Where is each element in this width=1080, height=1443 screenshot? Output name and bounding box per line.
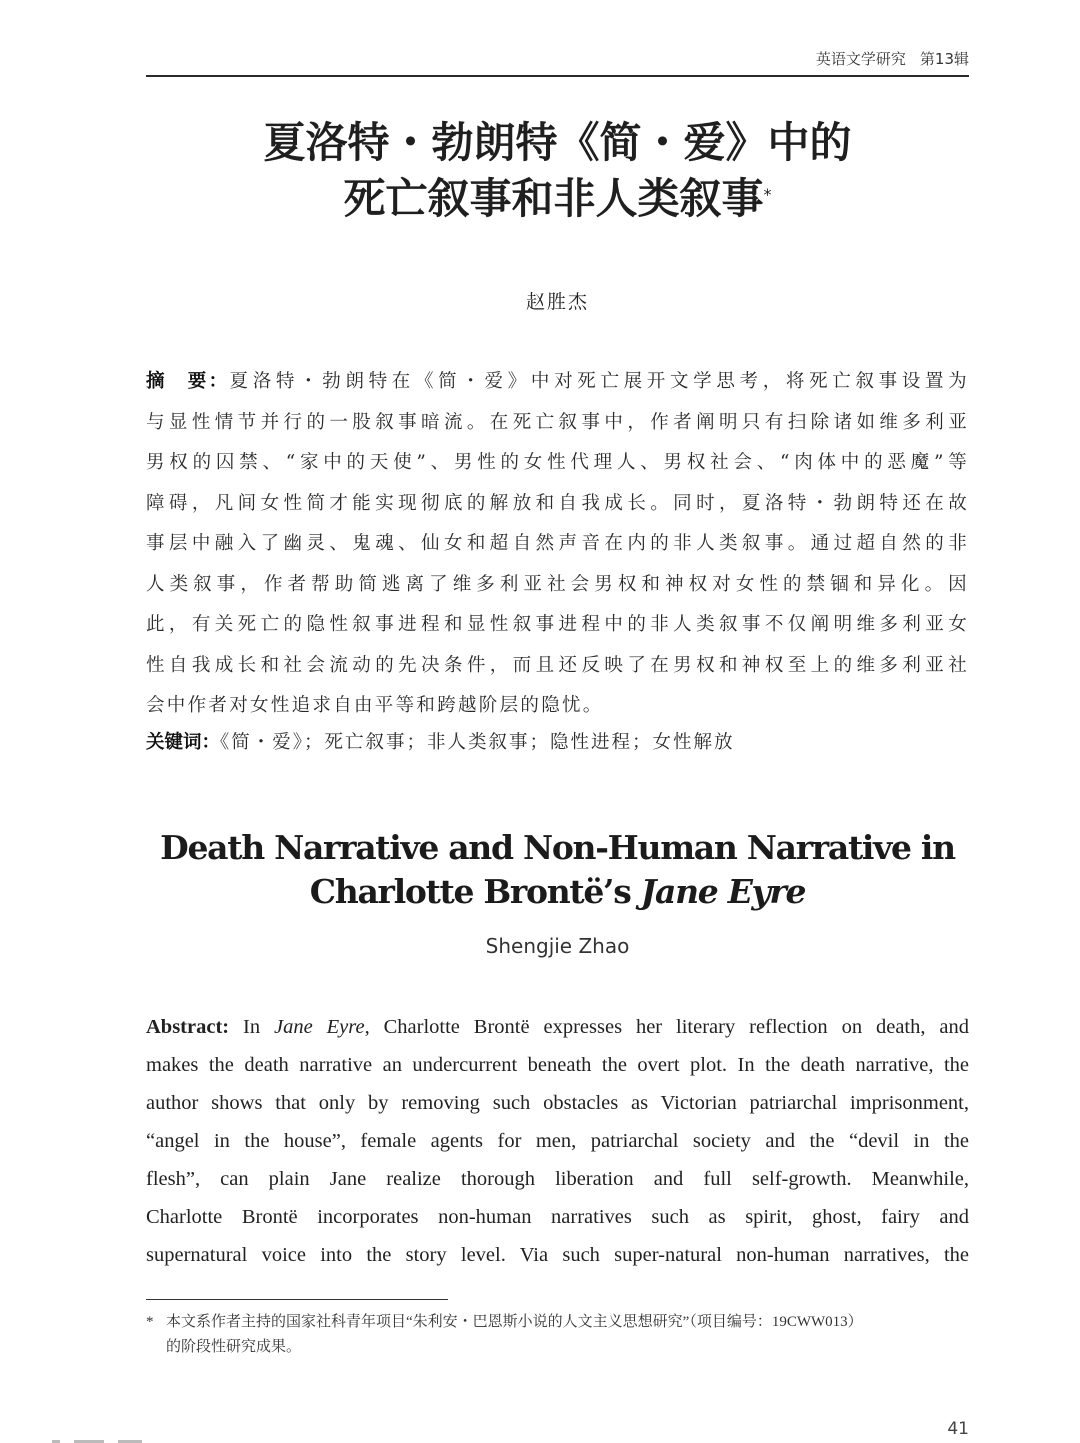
chinese-title bbox=[146, 115, 969, 227]
chinese-keywords-label: 关键词： bbox=[146, 732, 221, 753]
chinese-abstract-text: 夏洛特・勃朗特在《简・爱》中对死亡展开文学思考，将死亡叙事设置为 bbox=[229, 371, 969, 392]
chinese-keywords-text: 《简・爱》；死亡叙事；非人类叙事；隐性进程；女性解放 bbox=[220, 732, 735, 753]
english-abstract-line bbox=[146, 1008, 969, 1046]
english-abstract-label: Abstract: bbox=[146, 1016, 230, 1038]
chinese-abstract-line: 障碍，凡间女性简才能实现彻底的解放和自我成长。同时，夏洛特・勃朗特还在故 bbox=[146, 492, 969, 514]
footnote bbox=[146, 1310, 969, 1360]
chinese-abstract-line: 与显性情节并行的一股叙事暗流。在死亡叙事中，作者阐明只有扫除诸如维多利亚 bbox=[146, 411, 969, 433]
page-number: 41 bbox=[947, 1419, 969, 1439]
chinese-abstract-line: 会中作者对女性追求自由平等和跨越阶层的隐忧。 bbox=[146, 695, 604, 716]
chinese-abstract-line: 性自我成长和社会流动的先决条件，而且还反映了在男权和神权至上的维多利亚社 bbox=[146, 654, 969, 676]
english-title-line-2 bbox=[146, 870, 969, 914]
chinese-abstract-line: 男权的囚禁、“家中的天使”、男性的女性代理人、男权社会、“肉体中的恶魔”等 bbox=[146, 452, 969, 473]
issue-number: 第13辑 bbox=[919, 50, 969, 68]
chinese-abstract-line bbox=[146, 362, 969, 403]
english-title-line-2-text: Charlotte Brontë’s bbox=[309, 872, 641, 911]
english-abstract-line: flesh”, can plain Jane realize thorough liberation and full self-growth. Meanwhile, bbox=[146, 1168, 969, 1190]
english-abstract-line: Charlotte Brontë incorporates non-human narratives such as spirit, ghost, fairy and bbox=[146, 1206, 969, 1228]
english-abstract-line: author shows that only by removing such obstacles as Victorian patriarchal imprisonment, bbox=[146, 1092, 969, 1114]
english-author: Shengjie Zhao bbox=[485, 934, 630, 958]
footnote-line-2: 的阶段性研究成果。 bbox=[166, 1339, 302, 1355]
english-title-book: Jane Eyre bbox=[640, 872, 806, 911]
footnote-marker: * bbox=[763, 185, 772, 204]
english-abstract-text: In bbox=[229, 1016, 275, 1038]
chinese-title-line-2-text: 死亡叙事和非人类叙事 bbox=[343, 174, 764, 223]
english-abstract-line: “angel in the house”, female agents for men, patriarchal society and the “devil in the bbox=[146, 1130, 969, 1152]
english-abstract-line: makes the death narrative an undercurrent beneath the overt plot. In the death narrative, the bbox=[146, 1054, 969, 1076]
english-abstract-line: supernatural voice into the story level. Via such super-natural non-human narratives, the bbox=[146, 1244, 969, 1266]
chinese-title-line-1: 夏洛特・勃朗特《简・爱》中的 bbox=[263, 118, 852, 167]
english-title-line-1: Death Narrative and Non-Human Narrative in bbox=[160, 828, 955, 867]
footnote-line-1: 本文系作者主持的国家社科青年项目“朱利安・巴恩斯小说的人文主义思想研究”（项目编号：19CWW013） bbox=[166, 1314, 863, 1330]
chinese-abstract-label: 摘 要： bbox=[146, 371, 230, 392]
english-abstract-text: , Charlotte Brontë expresses her literary reflection on death, and bbox=[364, 1016, 969, 1038]
footnote-marker: * bbox=[146, 1314, 154, 1330]
running-header bbox=[146, 44, 969, 77]
english-abstract-book: Jane Eyre bbox=[274, 1016, 365, 1038]
english-title bbox=[146, 826, 969, 914]
journal-name: 英语文学研究 bbox=[815, 50, 906, 68]
chinese-abstract bbox=[146, 362, 969, 727]
english-abstract bbox=[146, 1008, 969, 1274]
chinese-author: 赵胜杰 bbox=[525, 291, 589, 313]
chinese-abstract-line: 人类叙事，作者帮助简逃离了维多利亚社会男权和神权对女性的禁锢和异化。因 bbox=[146, 573, 969, 595]
chinese-abstract-line: 事层中融入了幽灵、鬼魂、仙女和超自然声音在内的非人类叙事。通过超自然的非 bbox=[146, 533, 969, 554]
footnote-divider bbox=[146, 1299, 448, 1300]
chinese-keywords bbox=[146, 727, 969, 759]
chinese-abstract-line: 此，有关死亡的隐性叙事进程和显性叙事进程中的非人类叙事不仅阐明维多利亚女 bbox=[146, 614, 969, 635]
header-text bbox=[802, 48, 969, 69]
chinese-title-line-2 bbox=[146, 171, 969, 227]
